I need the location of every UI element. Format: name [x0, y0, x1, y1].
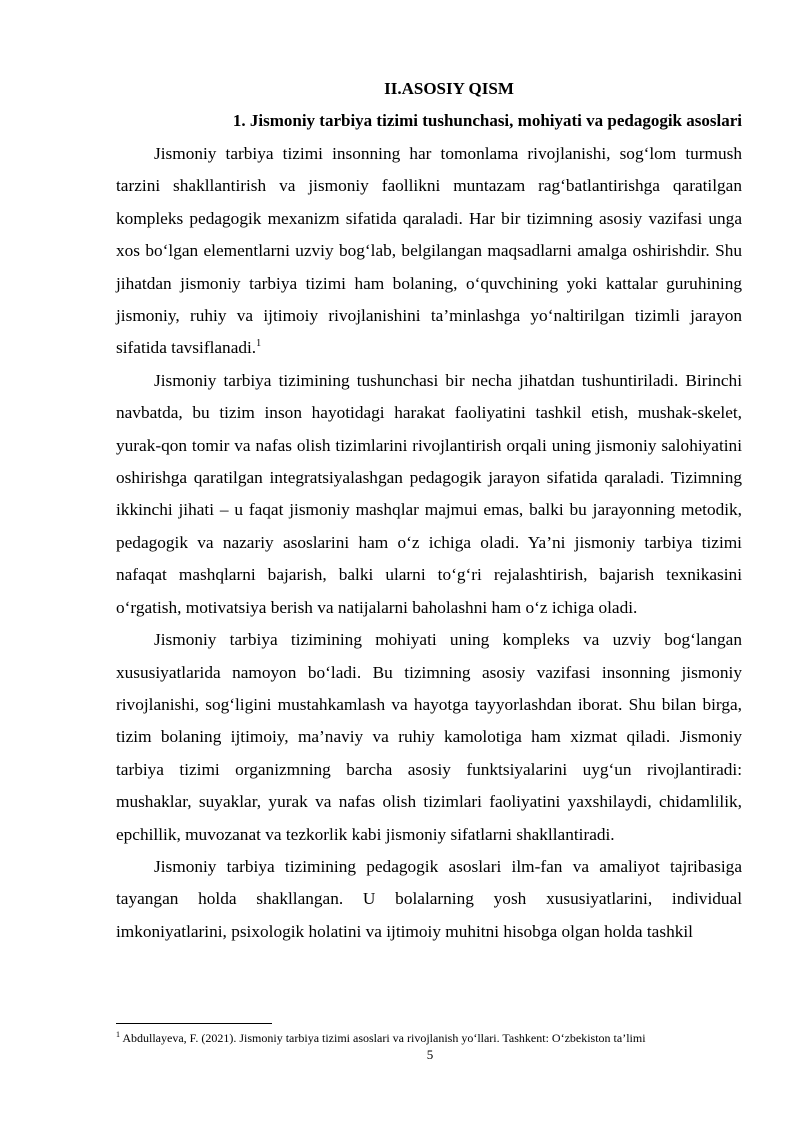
paragraph-4: Jismoniy tarbiya tizimining pedagogik asoslari ilm-fan va amaliyot tajribasiga tayangan holda shakllangan. U bolalarning yosh xususiyatlarini, individual imkoniyatlarini, psixologik holatini va ijtimoiy muhitni hisobga olgan holda tashkil	[116, 856, 742, 941]
page-number: 5	[426, 1047, 434, 1062]
subsection-title: 1. Jismoniy tarbiya tizimi tushunchasi, mohiyati va pedagogik asoslari	[232, 111, 742, 130]
footnote-separator	[116, 1023, 272, 1024]
footnote	[116, 1031, 756, 1046]
section-title: II.ASOSIY QISM	[384, 79, 514, 98]
paragraph-3: Jismoniy tarbiya tizimining mohiyati uning kompleks va uzviy bog‘langan xususiyatlarida namoyon bo‘ladi. Bu tizimning asosiy vazifasi insonning jismoniy rivojlanishi, sog‘ligini mustahkamlash va hayotga tayyorlashdan iborat. Shu bilan birga, tizim bolaning ijtimoiy, ma’naviy va ruhiy kamolotiga ham xizmat qiladi. Jismoniy tarbiya tizimi organizmning barcha asosiy funktsiyalarini uyg‘un rivojlantiradi: mushaklar, suyaklar, yurak va nafas olish tizimlari faoliyatini yaxshilaydi, chidamlilik, epchillik, muvozanat va tezkorlik kabi jismoniy sifatlarni shakllantiradi.	[116, 630, 742, 844]
footnote-reference: 1	[256, 338, 262, 350]
footnote-number: 1	[116, 1030, 120, 1039]
paragraph-1	[116, 138, 742, 365]
paragraph-2: Jismoniy tarbiya tizimining tushunchasi bir necha jihatdan tushuntiriladi. Birinchi navbatda, bu tizim inson hayotidagi harakat faoliyatini tashkil etish, mushak-skelet, yurak-qon tomir va nafas olish tizimlarini rivojlantirish orqali uning jismoniy salohiyatini oshirishga qaratilgan integratsiyalashgan pedagogik jarayon sifatida qaraladi. Tizimning ikkinchi jihati – u faqat jismoniy mashqlar majmui emas, balki bu jarayonning metodik, pedagogik va nazariy asoslarini ham o‘z ichiga oladi. Ya’ni jismoniy tarbiya tizimi nafaqat mashqlarni bajarish, balki ularni to‘g‘ri rejalashtirish, bajarish texnikasini o‘rgatish, motivatsiya berish va natijalarni baholashni ham o‘z ichiga oladi.	[116, 370, 742, 617]
paragraph-1-text: Jismoniy tarbiya tizimi insonning har tomonlama rivojlanishi, sog‘lom turmush tarzini shakllantirish va jismoniy faollikni muntazam rag‘batlantirishga qaratilgan kompleks pedagogik mexanizm sifatida qaraladi. Har bir tizimning asosiy vazifasi unga xos bo‘lgan elementlarni uzviy bog‘lab, belgilangan maqsadlarni amalga oshirishdir. Shu jihatdan jismoniy tarbiya tizimi ham bolaning, o‘quvchining yoki kattalar guruhining jismoniy, ruhiy va ijtimoiy rivojlanishini ta’minlashga yo‘naltirilgan tizimli jarayon sifatida tavsiflanadi.	[116, 144, 742, 358]
page-body	[116, 78, 742, 948]
footnote-text: Abdullayeva, F. (2021). Jismoniy tarbiya tizimi asoslari va rivojlanish yo‘llari. Tashkent: O‘zbekiston ta’limi	[120, 1031, 646, 1045]
